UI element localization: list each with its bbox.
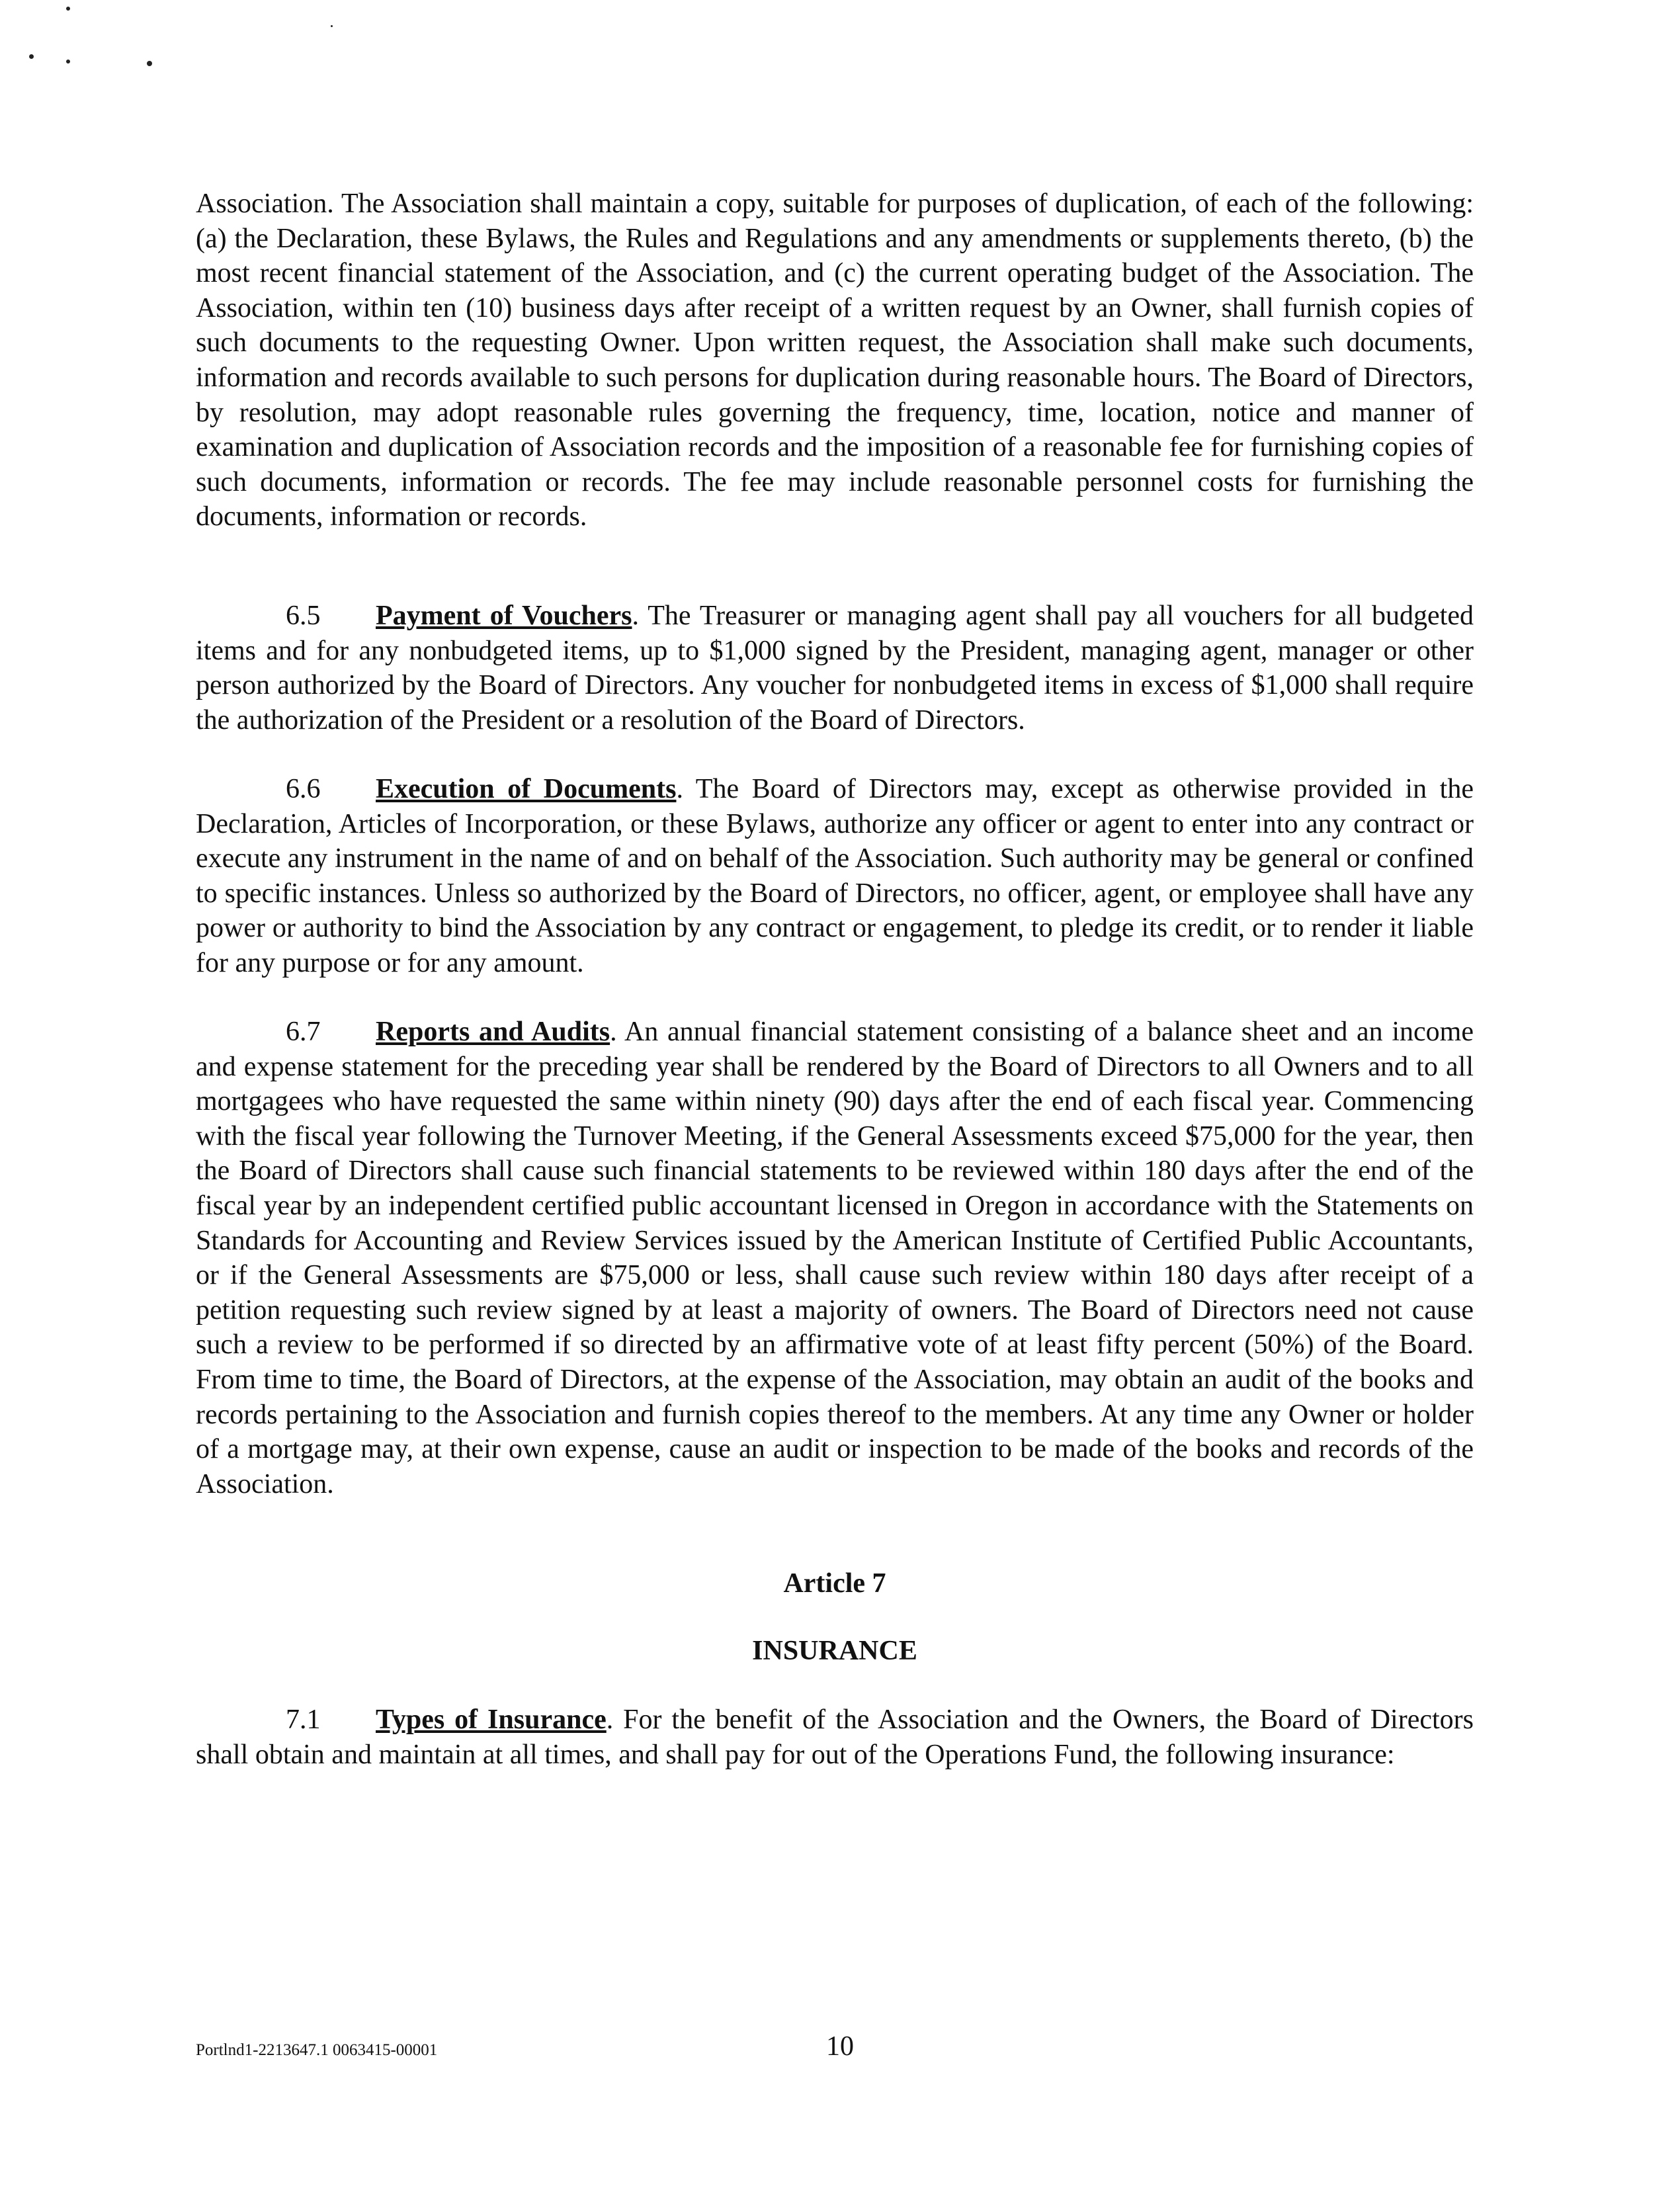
section-paragraph	[196, 1703, 1474, 1772]
section-heading: Types of Insurance	[376, 1704, 607, 1735]
paragraph-records-continuation	[196, 187, 1474, 534]
section-heading: Execution of Documents	[376, 774, 677, 804]
section-number: 7.1	[286, 1704, 321, 1735]
scan-speck	[66, 60, 70, 63]
article-title: Article 7	[783, 1568, 886, 1599]
section-heading: Payment of Vouchers	[376, 601, 632, 631]
scan-speck	[66, 7, 70, 11]
section-number: 6.7	[286, 1017, 321, 1047]
section-text: . For the benefit of the Association and the Owners, the Board of Directors shall obtain and maintain at all times, and shall pay for out of the Operations Fund, the following insurance:	[196, 1704, 1474, 1770]
section-6-7	[196, 1015, 1474, 1501]
section-paragraph	[196, 599, 1474, 737]
section-text: . The Board of Directors may, except as otherwise provided in the Declaration, Articles of Incorporation, or these Bylaws, authorize any officer or agent to enter into any contract or execute any instrument in the name of and on behalf of the Association. Such authority may be general or confined to specific instances. Unless so authorized by the Board of Directors, no officer, agent, or employee shall have any power or authority to bind the Association by any contract or engagement, to pledge its credit, or to render it liable for any purpose or for any amount.	[196, 774, 1474, 978]
section-6-6	[196, 772, 1474, 981]
section-text: . The Treasurer or managing agent shall pay all vouchers for all budgeted items and for any nonbudgeted items, up to $1,000 signed by the President, managing agent, manager or other person authorized by the Board of Directors. Any voucher for nonbudgeted items in excess of $1,000 shall require the authorization of the President or a resolution of the Board of Directors.	[196, 601, 1474, 736]
page-number: 10	[826, 2031, 854, 2062]
scan-speck	[331, 25, 333, 27]
section-text: . An annual financial statement consisting of a balance sheet and an income and expense statement for the preceding year shall be rendered by the Board of Directors to all Owners and to all mortgagees who have requested the same within ninety (90) days after the end of each fiscal year. Commencing with the fiscal year following the Turnover Meeting, if the General Assessments exceed $75,000 for the year, then the Board of Directors shall cause such financial statements to be reviewed within 180 days after the end of the fiscal year by an independent certified public accountant licensed in Oregon in accordance with the Statements on Standards for Accounting and Review Services issued by the American Institute of Certified Public Accountants, or if the General Assessments are $75,000 or less, shall cause such review within 180 days after receipt of a petition requesting such review signed by at least a majority of owners. The Board of Directors need not cause such a review to be performed if so directed by an affirmative vote of at least fifty percent (50%) of the Board. From time to time, the Board of Directors, at the expense of the Association, may obtain an audit of the books and records pertaining to the Association and furnish copies thereof to the members. At any time any Owner or holder of a mortgage may, at their own expense, cause an audit or inspection to be made of the books and records of the Association.	[196, 1017, 1474, 1499]
section-number: 6.6	[286, 774, 321, 804]
section-heading: Reports and Audits	[376, 1017, 610, 1047]
section-7-1	[196, 1703, 1474, 1772]
section-number: 6.5	[286, 601, 321, 631]
footer-document-id: Portlnd1-2213647.1 0063415-00001	[196, 2041, 438, 2059]
paragraph-text: Association. The Association shall maintain a copy, suitable for purposes of duplication, of each of the following: (a) the Declaration, these Bylaws, the Rules and Regulations and any amendments or supplements thereto, (b) the most recent financial statement of the Association, and (c) the current operating budget of the Association. The Association, within ten (10) business days after receipt of a written request by an Owner, shall furnish copies of such documents to the requesting Owner. Upon written request, the Association shall make such documents, information and records available to such persons for duplication during reasonable hours. The Board of Directors, by resolution, may adopt reasonable rules governing the frequency, time, location, notice and manner of examination and duplication of Association records and the imposition of a reasonable fee for furnishing copies of such documents, information or records. The fee may include reasonable personnel costs for furnishing the documents, information or records.	[196, 189, 1474, 532]
scan-speck	[147, 61, 152, 66]
section-paragraph	[196, 772, 1474, 981]
section-6-5	[196, 599, 1474, 737]
article-subtitle: INSURANCE	[752, 1636, 917, 1666]
section-paragraph	[196, 1015, 1474, 1501]
scan-speck	[29, 54, 34, 59]
